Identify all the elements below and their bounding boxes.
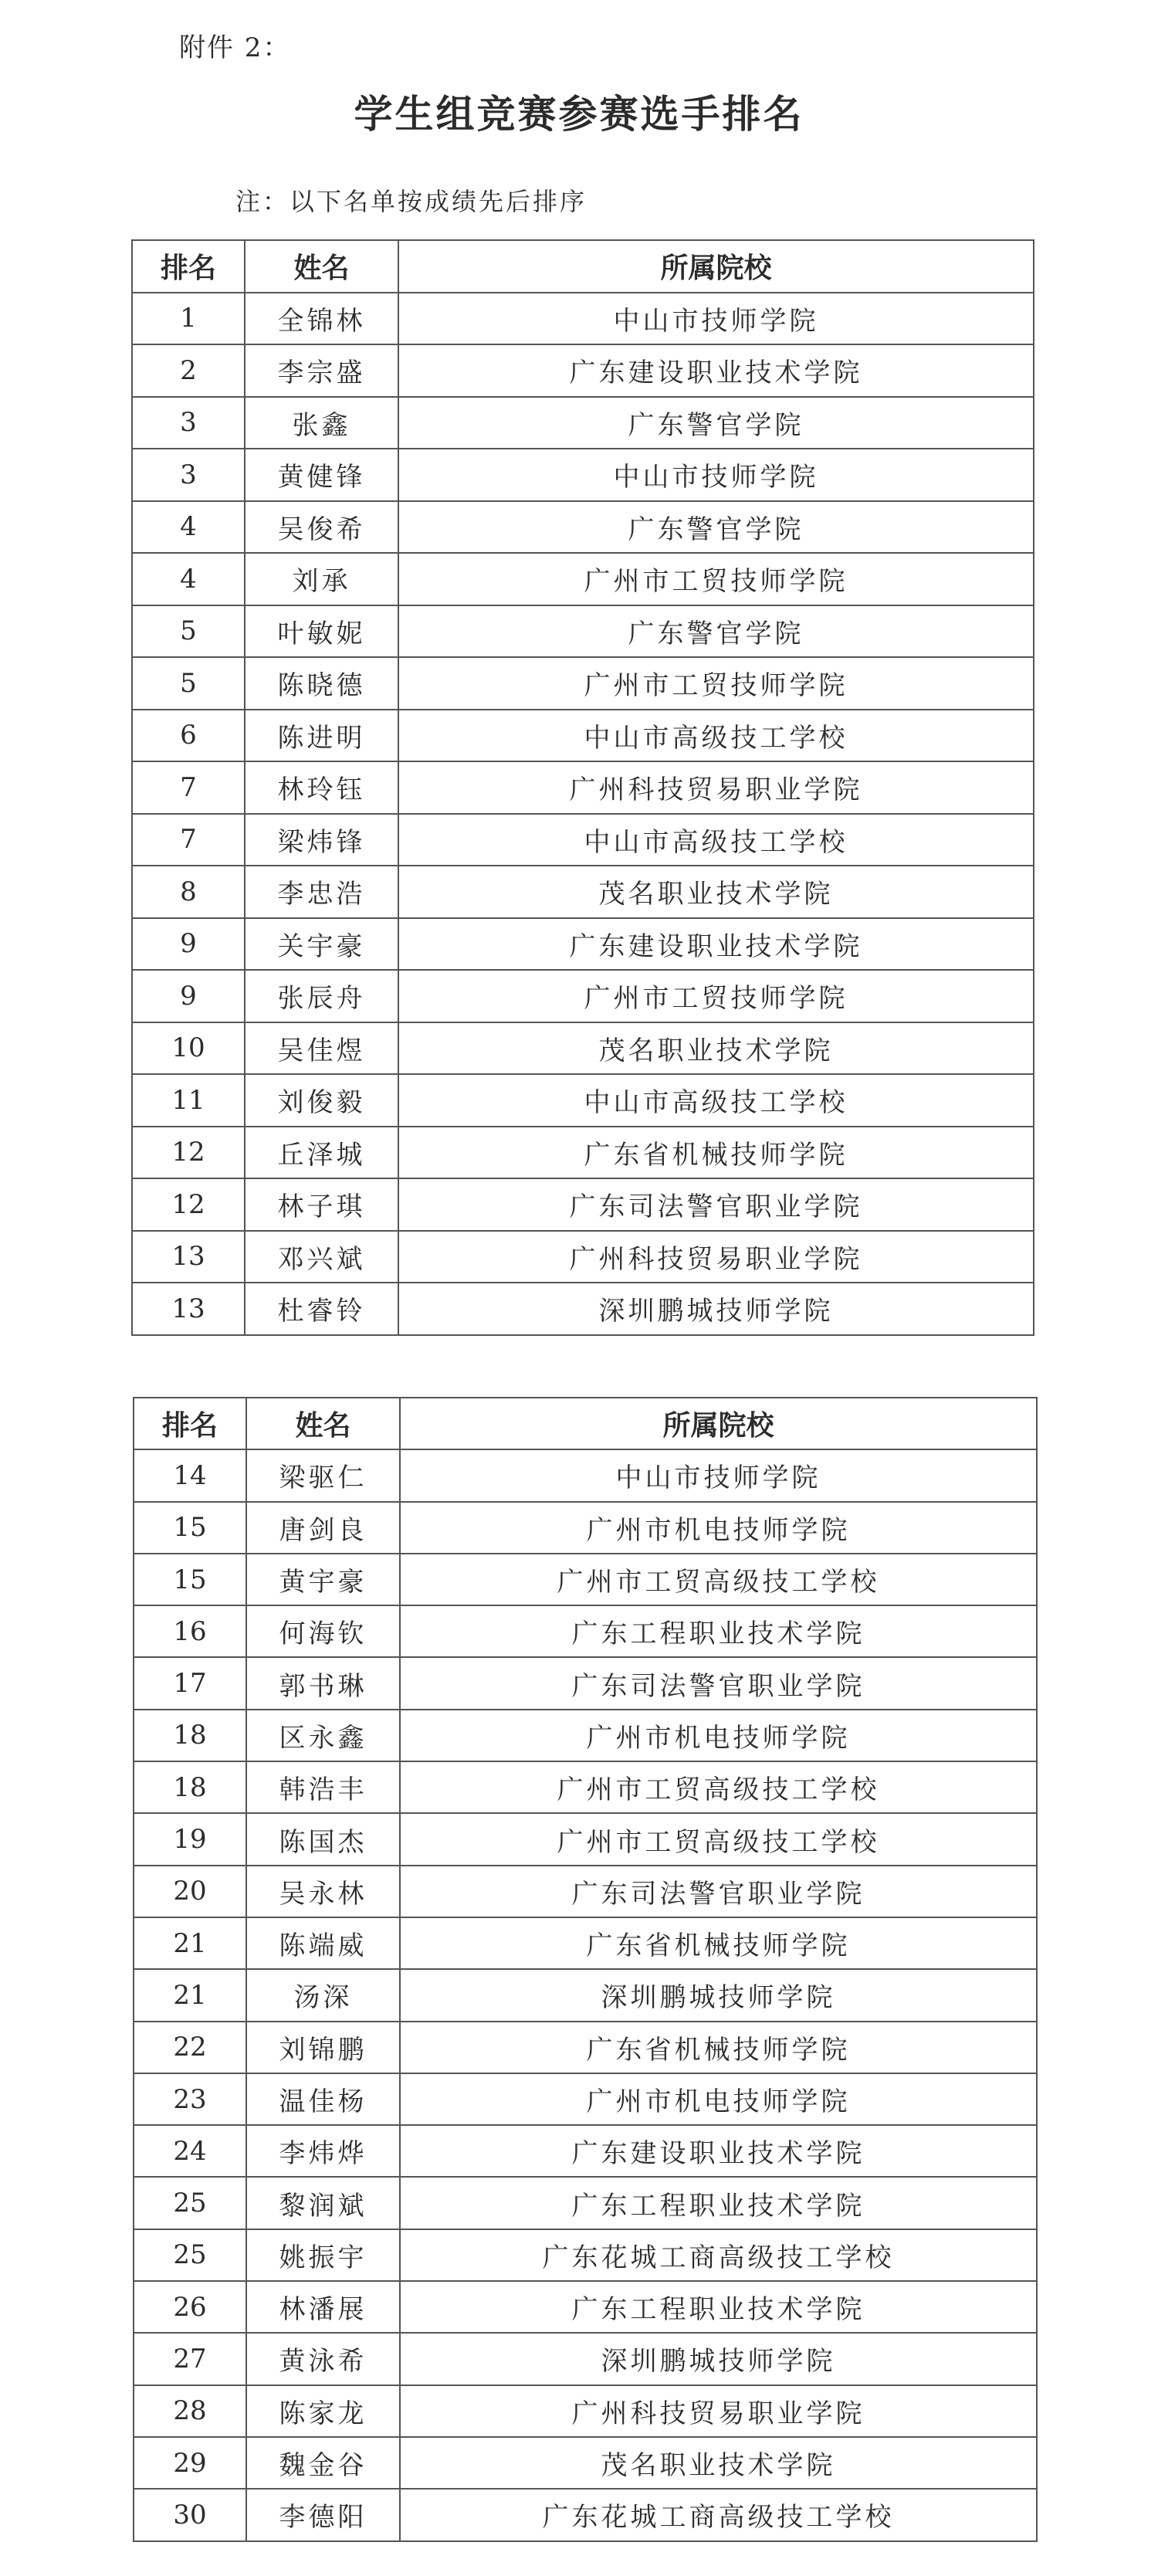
table-row [134,2489,1037,2540]
cell-school: 广东建设职业技术学院 [398,918,1034,971]
table-row [132,501,1034,554]
cell-school: 广东省机械技师学院 [398,1127,1034,1179]
cell-rank: 3 [132,449,245,501]
cell-name: 刘锦鹏 [246,2022,400,2073]
cell-rank: 21 [134,1917,246,1969]
cell-school: 广东工程职业技术学院 [400,1605,1037,1657]
cell-name: 梁驱仁 [246,1449,400,1501]
cell-name: 林潘展 [246,2281,400,2333]
cell-school: 中山市技师学院 [398,449,1034,501]
cell-name: 吴永林 [246,1866,400,1917]
cell-name: 姚振宇 [246,2229,400,2281]
cell-name: 区永鑫 [246,1710,400,1761]
cell-school: 茂名职业技术学院 [398,1022,1034,1075]
cell-name: 林玲钰 [245,761,398,814]
table-row [134,2125,1037,2177]
table-row [134,1449,1037,1501]
cell-name: 丘泽城 [245,1127,398,1179]
table-row [134,1605,1037,1657]
cell-name: 魏金谷 [246,2437,400,2489]
cell-school: 广东工程职业技术学院 [400,2177,1037,2229]
cell-school: 中山市技师学院 [400,1449,1037,1501]
table-row [132,1022,1034,1075]
cell-name: 林子琪 [245,1178,398,1231]
cell-name: 李炜烨 [246,2125,400,2177]
cell-school: 广州市工贸高级技工学校 [400,1813,1037,1865]
table-row [132,1127,1034,1179]
cell-name: 汤深 [246,1969,400,2021]
ranking-table-2 [133,1397,1038,2542]
document-title: 学生组竞赛参赛选手排名 [354,91,804,137]
cell-rank: 25 [134,2229,246,2281]
cell-rank: 18 [134,1761,246,1813]
cell-name: 刘俊毅 [245,1074,398,1127]
header-rank: 排名 [134,1398,246,1449]
cell-name: 张鑫 [245,397,398,449]
cell-rank: 21 [134,1969,246,2021]
header-rank: 排名 [132,240,245,293]
cell-rank: 7 [132,761,245,814]
cell-school: 广东建设职业技术学院 [400,2125,1037,2177]
cell-name: 陈端威 [246,1917,400,1969]
table-row [134,1866,1037,1917]
cell-school: 茂名职业技术学院 [398,866,1034,918]
cell-name: 梁炜锋 [245,814,398,866]
table-row [134,1554,1037,1605]
table-row [134,2437,1037,2489]
cell-school: 广东警官学院 [398,397,1034,449]
cell-school: 广东花城工商高级技工学校 [400,2229,1037,2281]
cell-rank: 10 [132,1022,245,1075]
table-row [134,1710,1037,1761]
sorting-note: 注：以下名单按成绩先后排序 [235,187,587,216]
table-row [134,2385,1037,2437]
cell-rank: 27 [134,2333,246,2384]
cell-name: 邓兴斌 [245,1231,398,1283]
cell-name: 吴俊希 [245,501,398,554]
cell-name: 唐剑良 [246,1502,400,1554]
cell-name: 韩浩丰 [246,1761,400,1813]
cell-school: 广东司法警官职业学院 [398,1178,1034,1231]
cell-rank: 3 [132,397,245,449]
header-name: 姓名 [246,1398,400,1449]
table-row [134,1502,1037,1554]
cell-rank: 12 [132,1127,245,1179]
cell-school: 茂名职业技术学院 [400,2437,1037,2489]
table-row [132,761,1034,814]
cell-rank: 4 [132,501,245,554]
cell-name: 刘承 [245,553,398,605]
cell-rank: 15 [134,1502,246,1554]
table-row [134,2229,1037,2281]
table-row [132,449,1034,501]
table-row [132,397,1034,449]
table-row [134,2281,1037,2333]
cell-rank: 13 [132,1283,245,1335]
cell-rank: 18 [134,1710,246,1761]
cell-name: 李德阳 [246,2489,400,2540]
cell-name: 吴佳煜 [245,1022,398,1075]
cell-name: 郭书琳 [246,1657,400,1709]
cell-school: 广东司法警官职业学院 [400,1657,1037,1709]
cell-school: 广州科技贸易职业学院 [398,1231,1034,1283]
cell-school: 广州科技贸易职业学院 [400,2385,1037,2437]
cell-school: 广东省机械技师学院 [400,2022,1037,2073]
table-row [134,1969,1037,2021]
table-row [132,1178,1034,1231]
cell-name: 温佳杨 [246,2073,400,2125]
ranking-table-1 [131,239,1034,1336]
cell-school: 中山市高级技工学校 [398,814,1034,866]
table-row [132,605,1034,658]
cell-school: 广州市工贸技师学院 [398,657,1034,710]
cell-school: 广东花城工商高级技工学校 [400,2489,1037,2540]
cell-name: 何海钦 [246,1605,400,1657]
cell-rank: 9 [132,918,245,971]
cell-school: 深圳鹏城技师学院 [400,1969,1037,2021]
cell-rank: 5 [132,605,245,658]
cell-school: 广东建设职业技术学院 [398,344,1034,397]
cell-rank: 30 [134,2489,246,2540]
cell-school: 广州市机电技师学院 [400,1502,1037,1554]
table-row [132,1283,1034,1335]
table-header-row [134,1398,1037,1449]
table-row [132,814,1034,866]
header-school: 所属院校 [400,1398,1037,1449]
table-row [134,1917,1037,1969]
table-row [134,1657,1037,1709]
table-row [132,1231,1034,1283]
table-row [134,2022,1037,2073]
header-school: 所属院校 [398,240,1034,293]
table-row [132,970,1034,1022]
cell-rank: 22 [134,2022,246,2073]
cell-rank: 20 [134,1866,246,1917]
table-row [132,553,1034,605]
cell-school: 广州市工贸技师学院 [398,970,1034,1022]
cell-school: 广州市机电技师学院 [400,1710,1037,1761]
cell-rank: 14 [134,1449,246,1501]
cell-school: 中山市高级技工学校 [398,710,1034,762]
cell-rank: 4 [132,553,245,605]
cell-rank: 8 [132,866,245,918]
cell-school: 广东警官学院 [398,605,1034,658]
cell-rank: 24 [134,2125,246,2177]
cell-name: 叶敏妮 [245,605,398,658]
cell-name: 陈进明 [245,710,398,762]
cell-name: 张辰舟 [245,970,398,1022]
cell-school: 广州市工贸技师学院 [398,553,1034,605]
cell-name: 黎润斌 [246,2177,400,2229]
table-row [134,1761,1037,1813]
cell-school: 深圳鹏城技师学院 [398,1283,1034,1335]
cell-rank: 6 [132,710,245,762]
cell-rank: 26 [134,2281,246,2333]
cell-school: 深圳鹏城技师学院 [400,2333,1037,2384]
table-row [132,657,1034,710]
table-row [132,344,1034,397]
cell-name: 黄健锋 [245,449,398,501]
cell-name: 黄泳希 [246,2333,400,2384]
cell-school: 广东省机械技师学院 [400,1917,1037,1969]
cell-rank: 17 [134,1657,246,1709]
cell-rank: 9 [132,970,245,1022]
table-row [134,2177,1037,2229]
table-2-body [134,1449,1037,2540]
cell-rank: 11 [132,1074,245,1127]
cell-rank: 7 [132,814,245,866]
cell-name: 陈国杰 [246,1813,400,1865]
cell-school: 中山市技师学院 [398,293,1034,345]
cell-name: 李宗盛 [245,344,398,397]
cell-name: 陈晓德 [245,657,398,710]
cell-rank: 2 [132,344,245,397]
table-row [132,1074,1034,1127]
cell-rank: 13 [132,1231,245,1283]
cell-rank: 28 [134,2385,246,2437]
attachment-label: 附件 2： [179,32,291,63]
cell-school: 广州市工贸高级技工学校 [400,1554,1037,1605]
cell-rank: 16 [134,1605,246,1657]
cell-rank: 15 [134,1554,246,1605]
cell-school: 广州市工贸高级技工学校 [400,1761,1037,1813]
table-row [134,1813,1037,1865]
cell-name: 全锦林 [245,293,398,345]
cell-school: 广州市机电技师学院 [400,2073,1037,2125]
cell-rank: 12 [132,1178,245,1231]
cell-school: 广东司法警官职业学院 [400,1866,1037,1917]
table-row [134,2333,1037,2384]
cell-name: 李忠浩 [245,866,398,918]
cell-name: 黄宇豪 [246,1554,400,1605]
cell-school: 广东工程职业技术学院 [400,2281,1037,2333]
table-row [132,710,1034,762]
table-row [132,918,1034,971]
table-header-row [132,240,1034,293]
cell-name: 杜睿铃 [245,1283,398,1335]
table-row [132,293,1034,345]
table-row [134,2073,1037,2125]
cell-rank: 23 [134,2073,246,2125]
cell-school: 广东警官学院 [398,501,1034,554]
cell-rank: 5 [132,657,245,710]
cell-name: 关宇豪 [245,918,398,971]
cell-rank: 1 [132,293,245,345]
cell-rank: 19 [134,1813,246,1865]
cell-rank: 25 [134,2177,246,2229]
table-row [132,866,1034,918]
cell-rank: 29 [134,2437,246,2489]
header-name: 姓名 [245,240,398,293]
cell-name: 陈家龙 [246,2385,400,2437]
cell-school: 广州科技贸易职业学院 [398,761,1034,814]
table-1-body [132,293,1034,1335]
cell-school: 中山市高级技工学校 [398,1074,1034,1127]
